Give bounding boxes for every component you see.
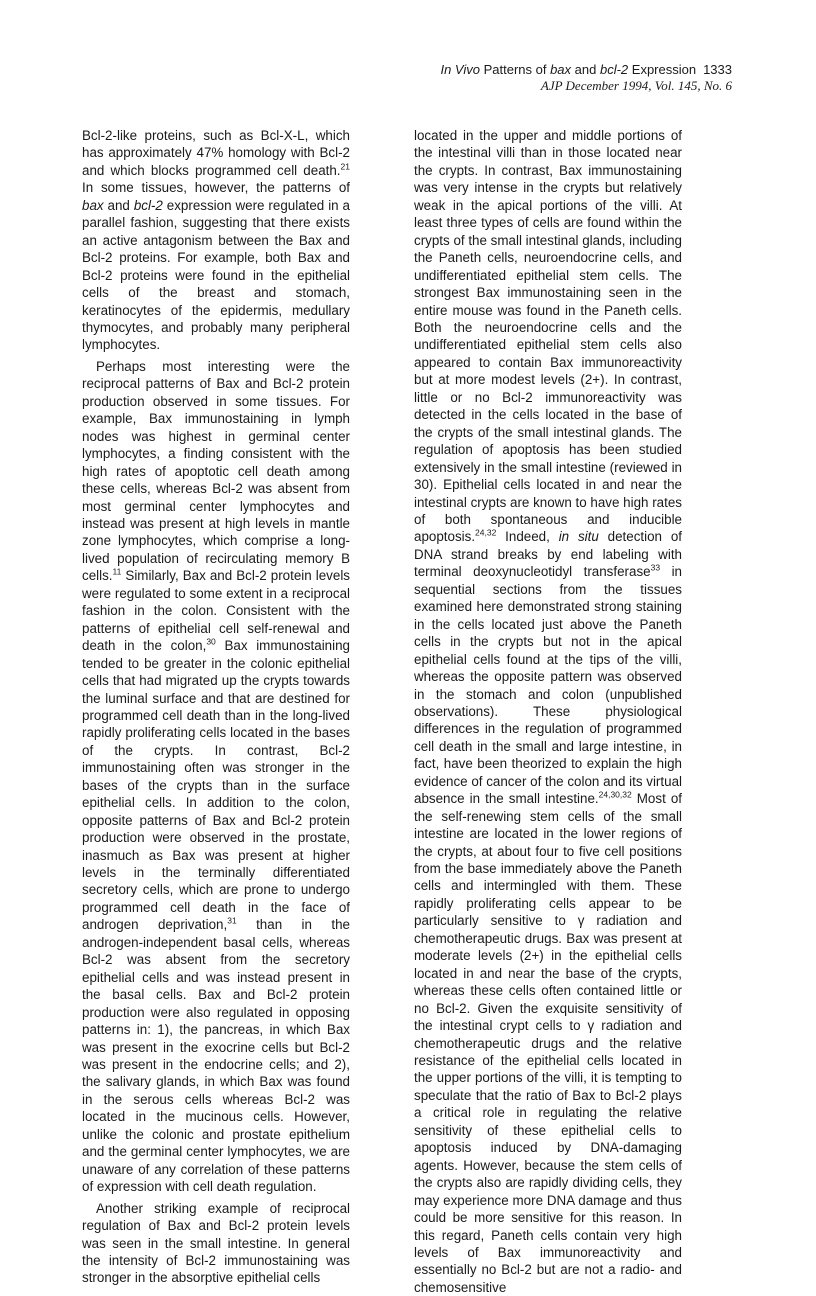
reference-superscript: 24,32 bbox=[475, 527, 497, 538]
paragraph: Another striking example of reciprocal regulation of Bax and Bcl-2 protein levels was seen in the small intestine. In general the intensity of Bcl-2 immunostaining was stronger in the absorptive epithelial cells bbox=[82, 1200, 350, 1286]
running-title-bcl2: bcl-2 bbox=[599, 62, 629, 77]
running-title-text: Expression bbox=[628, 62, 697, 77]
gamma-symbol: γ bbox=[587, 1018, 595, 1034]
gamma-symbol: γ bbox=[577, 913, 585, 929]
reference-superscript: 11 bbox=[112, 566, 122, 577]
right-column bbox=[414, 127, 682, 1296]
running-title-text: and bbox=[571, 62, 600, 77]
reference-superscript: 33 bbox=[650, 562, 661, 573]
reference-superscript: 30 bbox=[206, 636, 216, 647]
reference-superscript: 31 bbox=[227, 915, 237, 926]
running-header bbox=[440, 62, 732, 94]
page-number: 1333 bbox=[703, 62, 732, 77]
paragraph-continued: located in the upper and middle portions of the intestinal villi than in those located near the crypts. In contrast, Bax immunostaining was very intense in the crypts but relatively weak in the apical portions of the villi. At least three types of cells are found within the crypts of the small intestinal glands, including the Paneth cells, neuroendocrine cells, and undifferentiated epithelial stem cells. The strongest Bax immunostaining seen in the entire mouse was found in the Paneth cells. Both the neuroendocrine cells and the undifferentiated epithelial stem cells also appeared to contain Bax immunoreactivity but at more modest levels (2+). In contrast, little or no Bcl-2 immunoreactivity was detected in the cells located in the base of the crypts of the small intestinal glands. The regulation of apoptosis has been studied extensively in the small intestine (reviewed in 30). Epithelial cells located in and near the intestinal crypts are known to have high rates of both spontaneous and inducible apoptosis.$^{24,32}$ Indeed, in situ detection of DNA strand breaks by end labeling with terminal deoxynucleotidyl transferase$^{33}$ in sequential sections from the tissues examined here demonstrated strong staining in the cells located just above the Paneth cells in the crypts but not in the apical epithelial cells found at the tips of the villi, whereas the opposite pattern was observed in the stomach and colon (unpublished observations). These physiological differences in the regulation of programmed cell death in the small and large intestine, in fact, have been theorized to explain the high evidence of cancer of the colon and its virtual absence in the small intestine.$^{24,30,32}$ Most of the self-renewing stem cells of the small intestine are located in the lower regions of the crypts, at about four to five cell positions from the base immediately above the Paneth cells and intermingled with them. These rapidly proliferating cells appear to be particularly sensitive to γ radiation and chemotherapeutic drugs. Bax was present at moderate levels (2+) in the epithelial cells located in and near the base of the crypts, whereas these cells often contained little or no Bcl-2. Given the exquisite sensitivity of the intestinal crypt cells to γ radiation and chemotherapeutic drugs and the relative resistance of the epithelial cells located in the upper portions of the villi, it is tempting to speculate that the ratio of Bax to Bcl-2 plays a critical role in regulating the relative sensitivity of these epithelial cells to apoptosis induced by DNA-damaging agents. However, because the stem cells of the crypts also are rapidly dividing cells, they may experience more DNA damage and thus could be more sensitive for this reason. In this regard, Paneth cells contain very high levels of Bax immunoreactivity and essentially no Bcl-2 but are not a radio- and chemosensitive bbox=[414, 128, 683, 1295]
journal-citation: AJP December 1994, Vol. 145, No. 6 bbox=[540, 78, 732, 93]
reference-superscript: 21 bbox=[340, 161, 350, 172]
reference-superscript: 24,30,32 bbox=[598, 789, 632, 800]
paragraph-continued: Bcl-2-like proteins, such as Bcl-X-L, which has approximately 47% homology with Bcl-2 and which blocks programmed cell death.$^{21}$ In some tissues, however, the patterns of bax and bcl-2 expression were regulated in a parallel fashion, suggesting that there exists an active antagonism between the Bax and Bcl-2 proteins. For example, both Bax and Bcl-2 proteins were found in the epithelial cells of the breast and stomach, keratinocytes of the epidermis, medullary thymocytes, and probably many peripheral lymphocytes. bbox=[82, 128, 350, 353]
running-title-in-vivo: In Vivo bbox=[440, 62, 480, 77]
running-title-bax: bax bbox=[550, 62, 572, 77]
running-title bbox=[440, 62, 732, 78]
running-title-text: Patterns of bbox=[479, 62, 551, 77]
paragraph: Perhaps most interesting were the reciprocal patterns of Bax and Bcl-2 protein production observed in some tissues. For example, Bax immunostaining in lymph nodes was highest in germinal center lymphocytes, a finding consistent with the high rates of apoptotic cell death among these cells, whereas Bcl-2 was absent from most germinal center lymphocytes and instead was present at high levels in mantle zone lymphocytes, which comprise a long-lived population of recirculating memory B cells.$^{11}$ Similarly, Bax and Bcl-2 protein levels were regulated to some extent in a reciprocal fashion in the colon. Consistent with the patterns of epithelial cell self-renewal and death in the colon,$^{30}$ Bax immunostaining tended to be greater in the colonic epithelial cells that had migrated up the crypts towards the luminal surface and that are destined for programmed cell death than in the long-lived rapidly proliferating cells located in the bases of the crypts. In contrast, Bcl-2 immunostaining often was stronger in the bases of the crypts than in the surface epithelial cells. In addition to the colon, opposite patterns of Bax and Bcl-2 protein production were observed in the prostate, inasmuch as Bax was present at higher levels in the terminally differentiated secretory cells, which are prone to undergo programmed cell death in the face of androgen deprivation,$^{31}$ than in the androgen-independent basal cells, whereas Bcl-2 was absent from the secretory epithelial cells and was instead present in the basal cells. Bax and Bcl-2 protein production were also regulated in opposing patterns in: 1), the pancreas, in which Bax was present in the exocrine cells but Bcl-2 was present in the endocrine cells; and 2), the salivary glands, in which Bax was found in the serous cells whereas Bcl-2 was located in the mucinous cells. However, unlike the colonic and prostate epithelium and the germinal center lymphocytes, we are unaware of any correlation of these patterns of expression with cell death regulation. bbox=[82, 358, 350, 1195]
left-column bbox=[82, 127, 350, 1287]
